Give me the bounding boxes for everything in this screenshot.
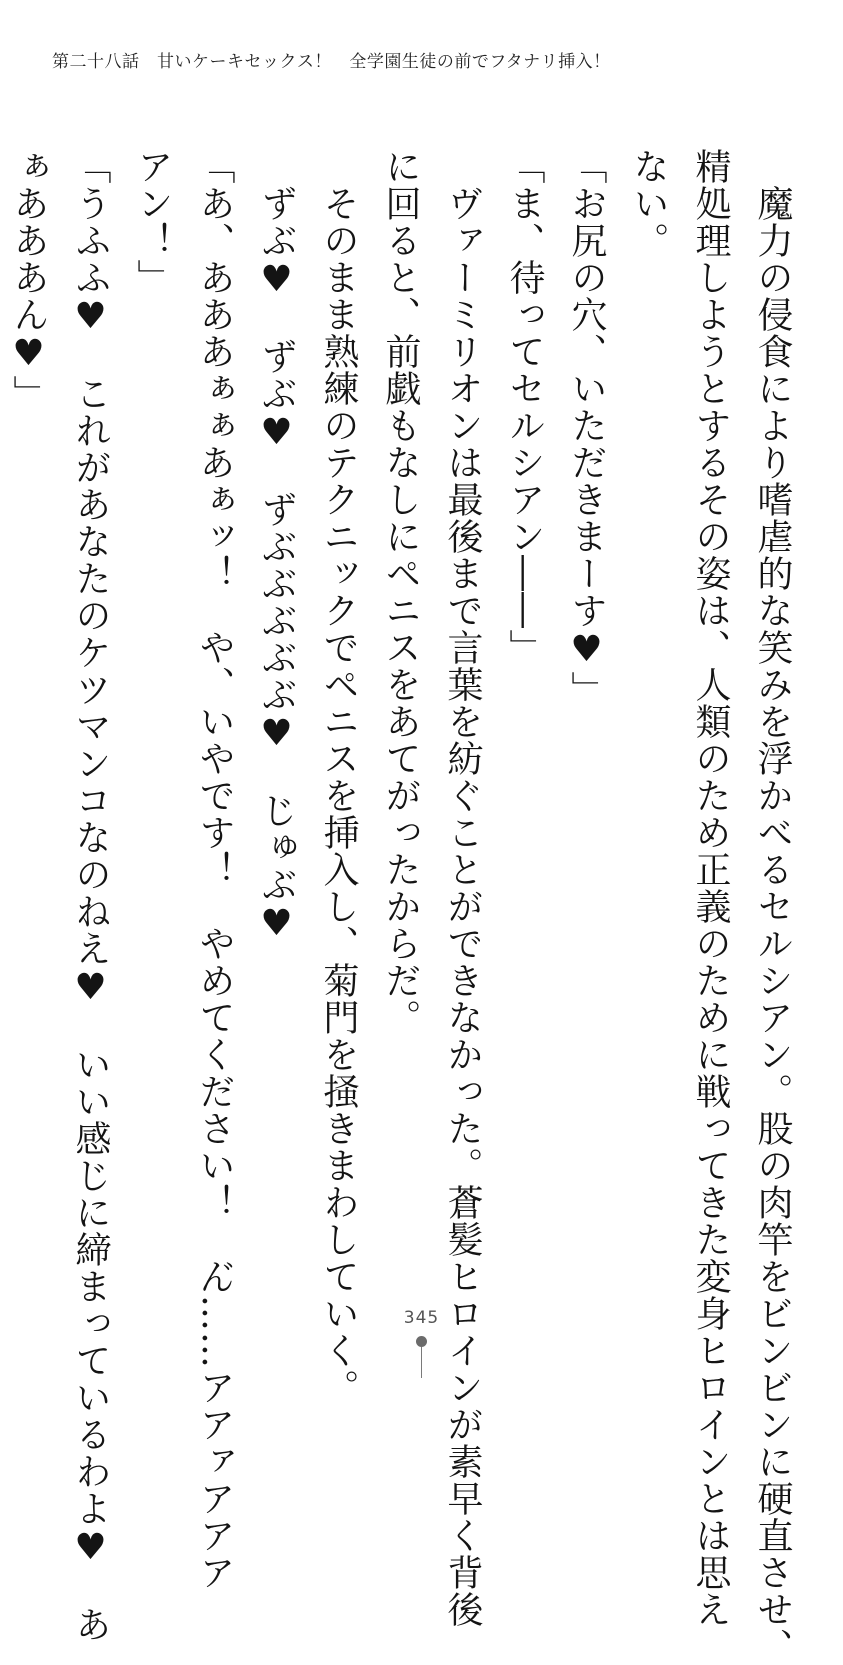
text-line: 「お尻の穴、いただきまーす♥」 [566,148,607,708]
page-ornament-stem [421,1347,422,1378]
text-line: 「うふふ♥ これがあなたのケツマンコなのねえ♥ いい感じに締まっているわよ♥ あ [70,148,111,1643]
text-line: ぁあああん♥」 [8,148,49,412]
page-ornament-dot [416,1336,427,1347]
text-line: 精処理しようとするその姿は、人類のため正義のために戦ってきた変身ヒロインとは思え [690,148,731,1628]
text-line: 「ま、待ってセルシアン――」 [504,148,545,666]
text-line: アン！」 [132,148,173,296]
running-header: 第二十八話 甘いケーキセックス！ 全学園生徒の前でフタナリ挿入！ [52,52,611,72]
text-line: 魔力の侵食により嗜虐的な笑みを浮かべるセルシアン。股の肉竿をビンビンに硬直させ、 [752,148,793,1665]
page-number: 345 [403,1308,440,1328]
text-line: ヴァーミリオンは最後まで言葉を紡ぐことができなかった。蒼髪ヒロインが素早く背後 [442,148,483,1628]
text-line: そのまま熟練のテクニックでペニスを挿入し、菊門を掻きまわしていく。 [318,148,359,1406]
vertical-body-text [0,148,803,1665]
text-line: ずぶ♥ ずぶ♥ ずぶぶぶぶぶ♥ じゅぶ♥ [256,148,297,945]
text-line: ない。 [628,148,669,259]
text-line: に回ると、前戯もなしにペニスをあてがったからだ。 [380,148,421,1036]
text-line: 「あ、あああぁぁあぁッ！ や、いやです！ やめてください！ ん゙……アアァアアア [194,148,235,1591]
